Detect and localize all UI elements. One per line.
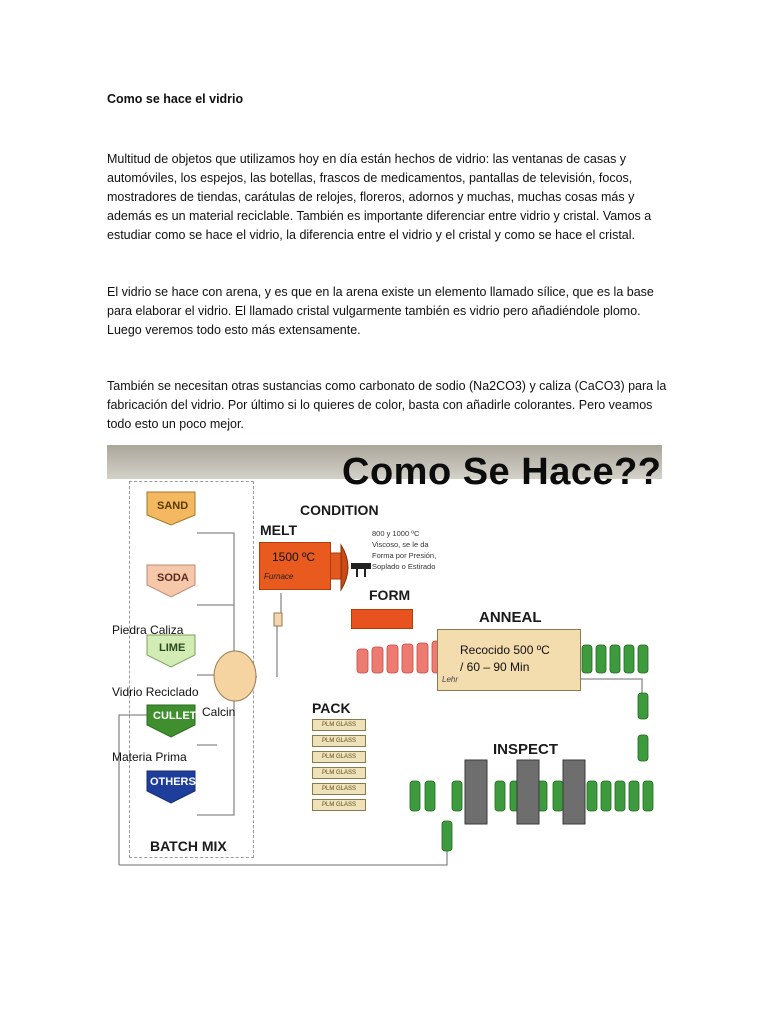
pack-crate <box>312 767 366 779</box>
furnace-door <box>341 545 348 590</box>
pack-crate-sub: GLASS <box>336 754 357 760</box>
pack-crate-label: PLM <box>321 786 335 792</box>
hopper-cullet-label: CULLET <box>153 710 197 722</box>
formed-bottles <box>357 641 443 673</box>
melt-temperature: 1500 ºC <box>272 550 316 564</box>
hopper-sand-label: SAND <box>157 500 189 512</box>
anneal-note-1: Recocido 500 ºC <box>460 643 550 657</box>
pack-crate-sub: GLASS <box>336 722 357 728</box>
annotation-vidrio-reciclado: Vidrio Reciclado <box>112 685 199 699</box>
pack-crate-sub: GLASS <box>336 738 357 744</box>
pack-crate <box>312 783 366 795</box>
pack-crate-label: PLM <box>321 770 335 776</box>
furnace-label: Furnace <box>264 572 294 581</box>
form-label: FORM <box>369 587 411 603</box>
condition-note-2: Viscoso, se le da <box>372 540 429 549</box>
hopper-lime-label: LIME <box>159 642 186 654</box>
pack-crate <box>312 751 366 763</box>
pack-crate-sub: GLASS <box>336 770 357 776</box>
anneal-label: ANNEAL <box>479 609 542 626</box>
pack-crate-label: PLM <box>321 802 335 808</box>
melt-furnace <box>259 542 331 590</box>
glass-process-figure <box>107 445 662 875</box>
anneal-note <box>460 642 550 676</box>
mixer-drum <box>214 651 256 701</box>
form-machine <box>351 609 413 629</box>
annotation-piedra-caliza: Piedra Caliza <box>112 623 184 637</box>
condition-note-1: 800 y 1000 ºC <box>372 529 420 538</box>
anneal-note-2: / 60 – 90 Min <box>460 660 530 674</box>
hopper-soda-label: SODA <box>157 572 189 584</box>
pack-crate <box>312 799 366 811</box>
anneal-lehr <box>437 629 581 691</box>
valve <box>274 613 282 626</box>
paragraph-3: También se necesitan otras sustancias como carbonato de sodio (Na2CO3) y caliza (CaCO3) para la fabricación del vidrio. Por último si lo quieres de color, basta con añadirle colorantes. Pero veamos todo esto un poco mejor. <box>107 379 667 431</box>
pack-crate-sub: GLASS <box>336 786 357 792</box>
hopper-others-label: OTHERS <box>150 776 196 788</box>
pack-crate <box>312 719 366 731</box>
condition-label: CONDITION <box>300 502 379 518</box>
pack-label: PACK <box>312 700 351 716</box>
pack-crate-label: PLM <box>321 754 335 760</box>
pack-crate <box>312 735 366 747</box>
inspect-label: INSPECT <box>493 741 559 758</box>
paragraph-2: El vidrio se hace con arena, y es que en la arena existe un elemento llamado sílice, que es la base para elaborar el vidrio. El llamado cristal vulgarmente también es vidrio pero añadiéndole plomo. Luego veremos todo esto más extensamente. <box>107 285 654 337</box>
condition-note-3: Forma por Presión, <box>372 551 437 560</box>
condition-note-4: Soplado o Estirado <box>372 562 436 571</box>
pack-crate-label: PLM <box>321 738 335 744</box>
lehr-label: Lehr <box>442 675 459 684</box>
batch-mix-label: BATCH MIX <box>150 838 227 854</box>
paragraph-1: Multitud de objetos que utilizamos hoy en día están hechos de vidrio: las ventanas de casas y automóviles, los espejos, las botellas, frascos de medicamentos, pantallas de televisión, focos, mostradores de tiendas, carátulas de relojes, floreros, adornos y muchas, muchas cosas más y además es un material reciclable. También es importante diferenciar entre vidrio y cristal. Vamos a estudiar como se hace el vidrio, la diferencia entre el vidrio y el cristal y como se hace el cristal. <box>107 152 652 242</box>
annotation-calcin: Calcin <box>202 705 236 719</box>
annealed-bottles <box>582 645 648 761</box>
figure-title: Como Se Hace?? <box>342 451 662 493</box>
pack-crate-sub: GLASS <box>336 802 357 808</box>
document-title: Como se hace el vidrio <box>107 92 244 106</box>
inspect-stations <box>465 760 585 824</box>
annotation-materia-prima: Materia Prima <box>112 750 187 764</box>
melt-label: MELT <box>260 522 298 538</box>
pack-crate-label: PLM <box>321 722 335 728</box>
feeder <box>351 563 371 569</box>
